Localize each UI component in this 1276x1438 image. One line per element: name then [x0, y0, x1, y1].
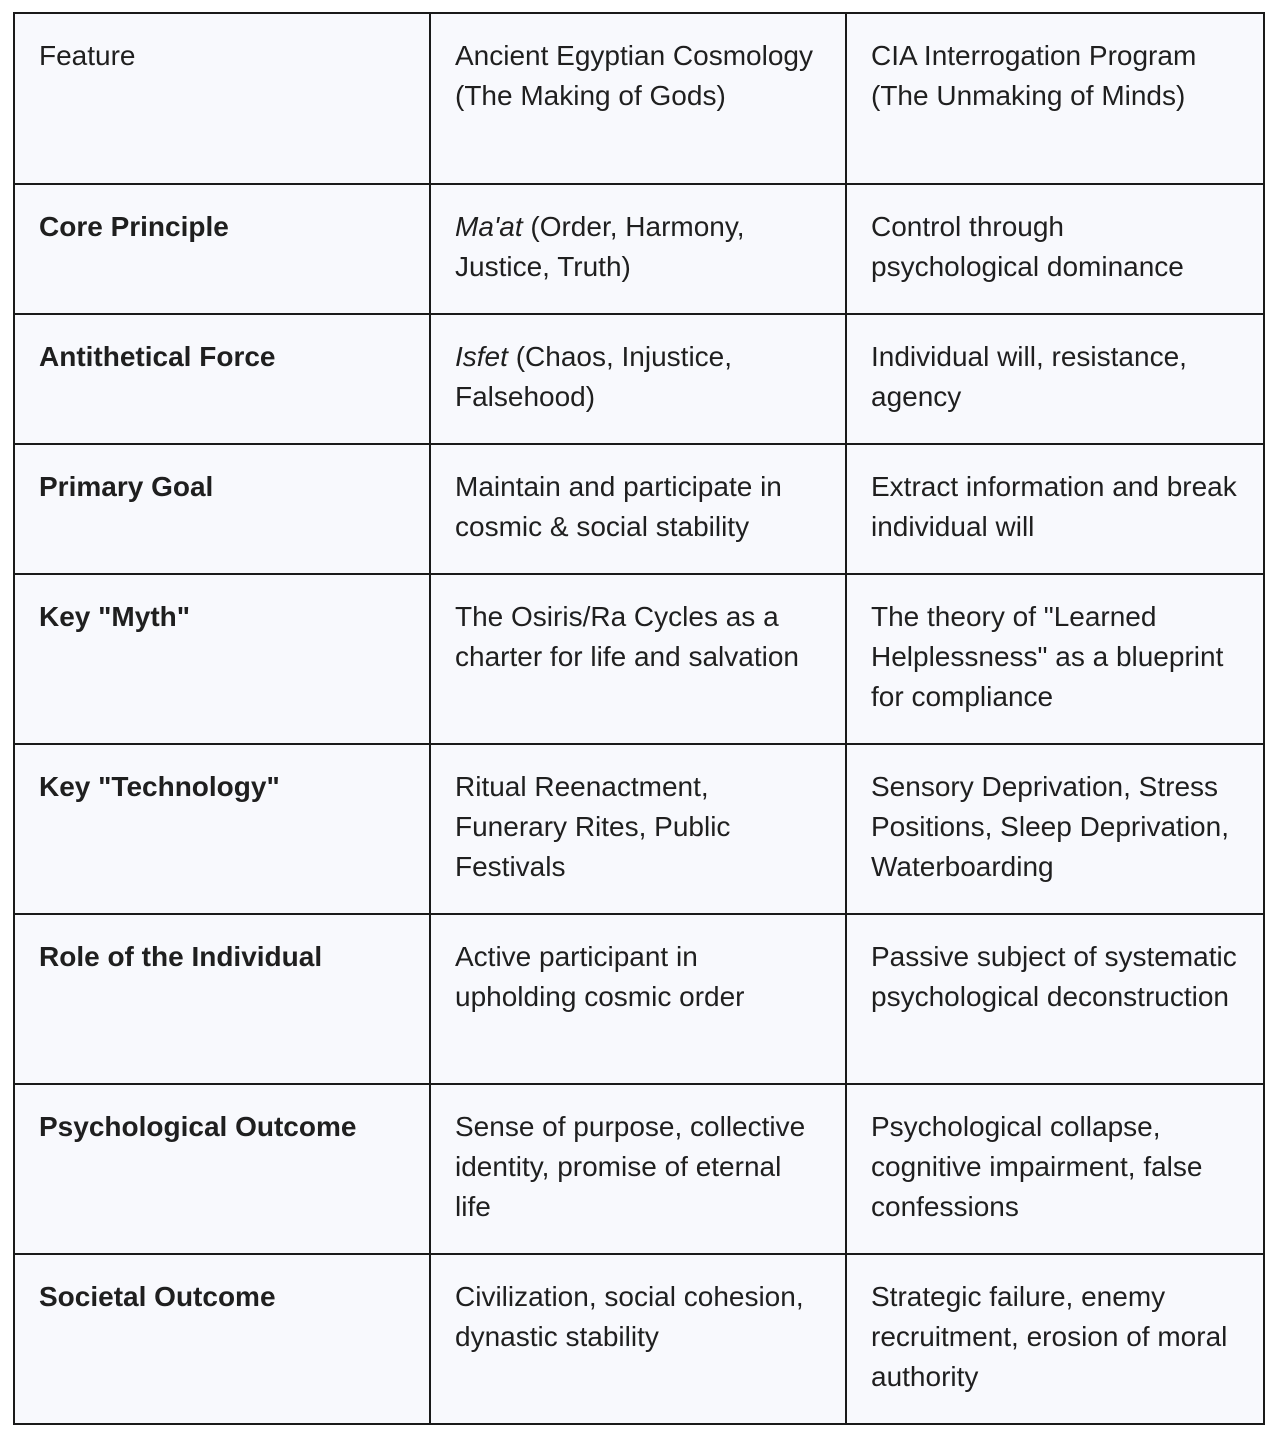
header-feature: Feature	[14, 13, 430, 184]
row-egypt-cell: Sense of purpose, collective identity, promise of eternal life	[430, 1084, 846, 1254]
row-cia-cell: Psychological collapse, cognitive impairment, false confessions	[846, 1084, 1264, 1254]
table-row	[14, 1084, 1264, 1254]
row-cia-cell: Sensory Deprivation, Stress Positions, Sleep Deprivation, Waterboarding	[846, 744, 1264, 914]
row-egypt-cell: The Osiris/Ra Cycles as a charter for life and salvation	[430, 574, 846, 744]
egypt-term: Isfet	[455, 341, 508, 372]
row-egypt-cell	[430, 184, 846, 314]
row-cia-cell: Individual will, resistance, agency	[846, 314, 1264, 444]
row-cia-cell: Strategic failure, enemy recruitment, erosion of moral authority	[846, 1254, 1264, 1424]
row-egypt-cell: Ritual Reenactment, Funerary Rites, Public Festivals	[430, 744, 846, 914]
egypt-term-description: (Chaos, Injustice, Falsehood)	[455, 341, 733, 412]
egypt-term-description: (Order, Harmony, Justice, Truth)	[455, 211, 745, 282]
header-cia-program: CIA Interrogation Program (The Unmaking of Minds)	[846, 13, 1264, 184]
row-feature-cell: Key "Myth"	[14, 574, 430, 744]
row-feature-cell: Psychological Outcome	[14, 1084, 430, 1254]
table-row	[14, 184, 1264, 314]
table-row	[14, 914, 1264, 1084]
row-cia-cell: Control through psychological dominance	[846, 184, 1264, 314]
row-feature-cell: Societal Outcome	[14, 1254, 430, 1424]
table-header-row	[14, 13, 1264, 184]
egypt-term: Ma'at	[455, 211, 523, 242]
comparison-table-container	[13, 12, 1263, 1425]
row-egypt-cell: Active participant in upholding cosmic order	[430, 914, 846, 1084]
row-cia-cell: The theory of "Learned Helplessness" as a blueprint for compliance	[846, 574, 1264, 744]
row-egypt-cell	[430, 314, 846, 444]
row-egypt-cell: Maintain and participate in cosmic & social stability	[430, 444, 846, 574]
row-cia-cell: Extract information and break individual will	[846, 444, 1264, 574]
table-row	[14, 574, 1264, 744]
table-row	[14, 314, 1264, 444]
row-feature-cell: Core Principle	[14, 184, 430, 314]
row-feature-cell: Role of the Individual	[14, 914, 430, 1084]
comparison-table	[13, 12, 1265, 1425]
table-row	[14, 444, 1264, 574]
row-cia-cell: Passive subject of systematic psychological deconstruction	[846, 914, 1264, 1084]
row-feature-cell: Antithetical Force	[14, 314, 430, 444]
header-egyptian-cosmology: Ancient Egyptian Cosmology (The Making of Gods)	[430, 13, 846, 184]
table-row	[14, 744, 1264, 914]
row-feature-cell: Primary Goal	[14, 444, 430, 574]
row-feature-cell: Key "Technology"	[14, 744, 430, 914]
row-egypt-cell: Civilization, social cohesion, dynastic stability	[430, 1254, 846, 1424]
table-row	[14, 1254, 1264, 1424]
